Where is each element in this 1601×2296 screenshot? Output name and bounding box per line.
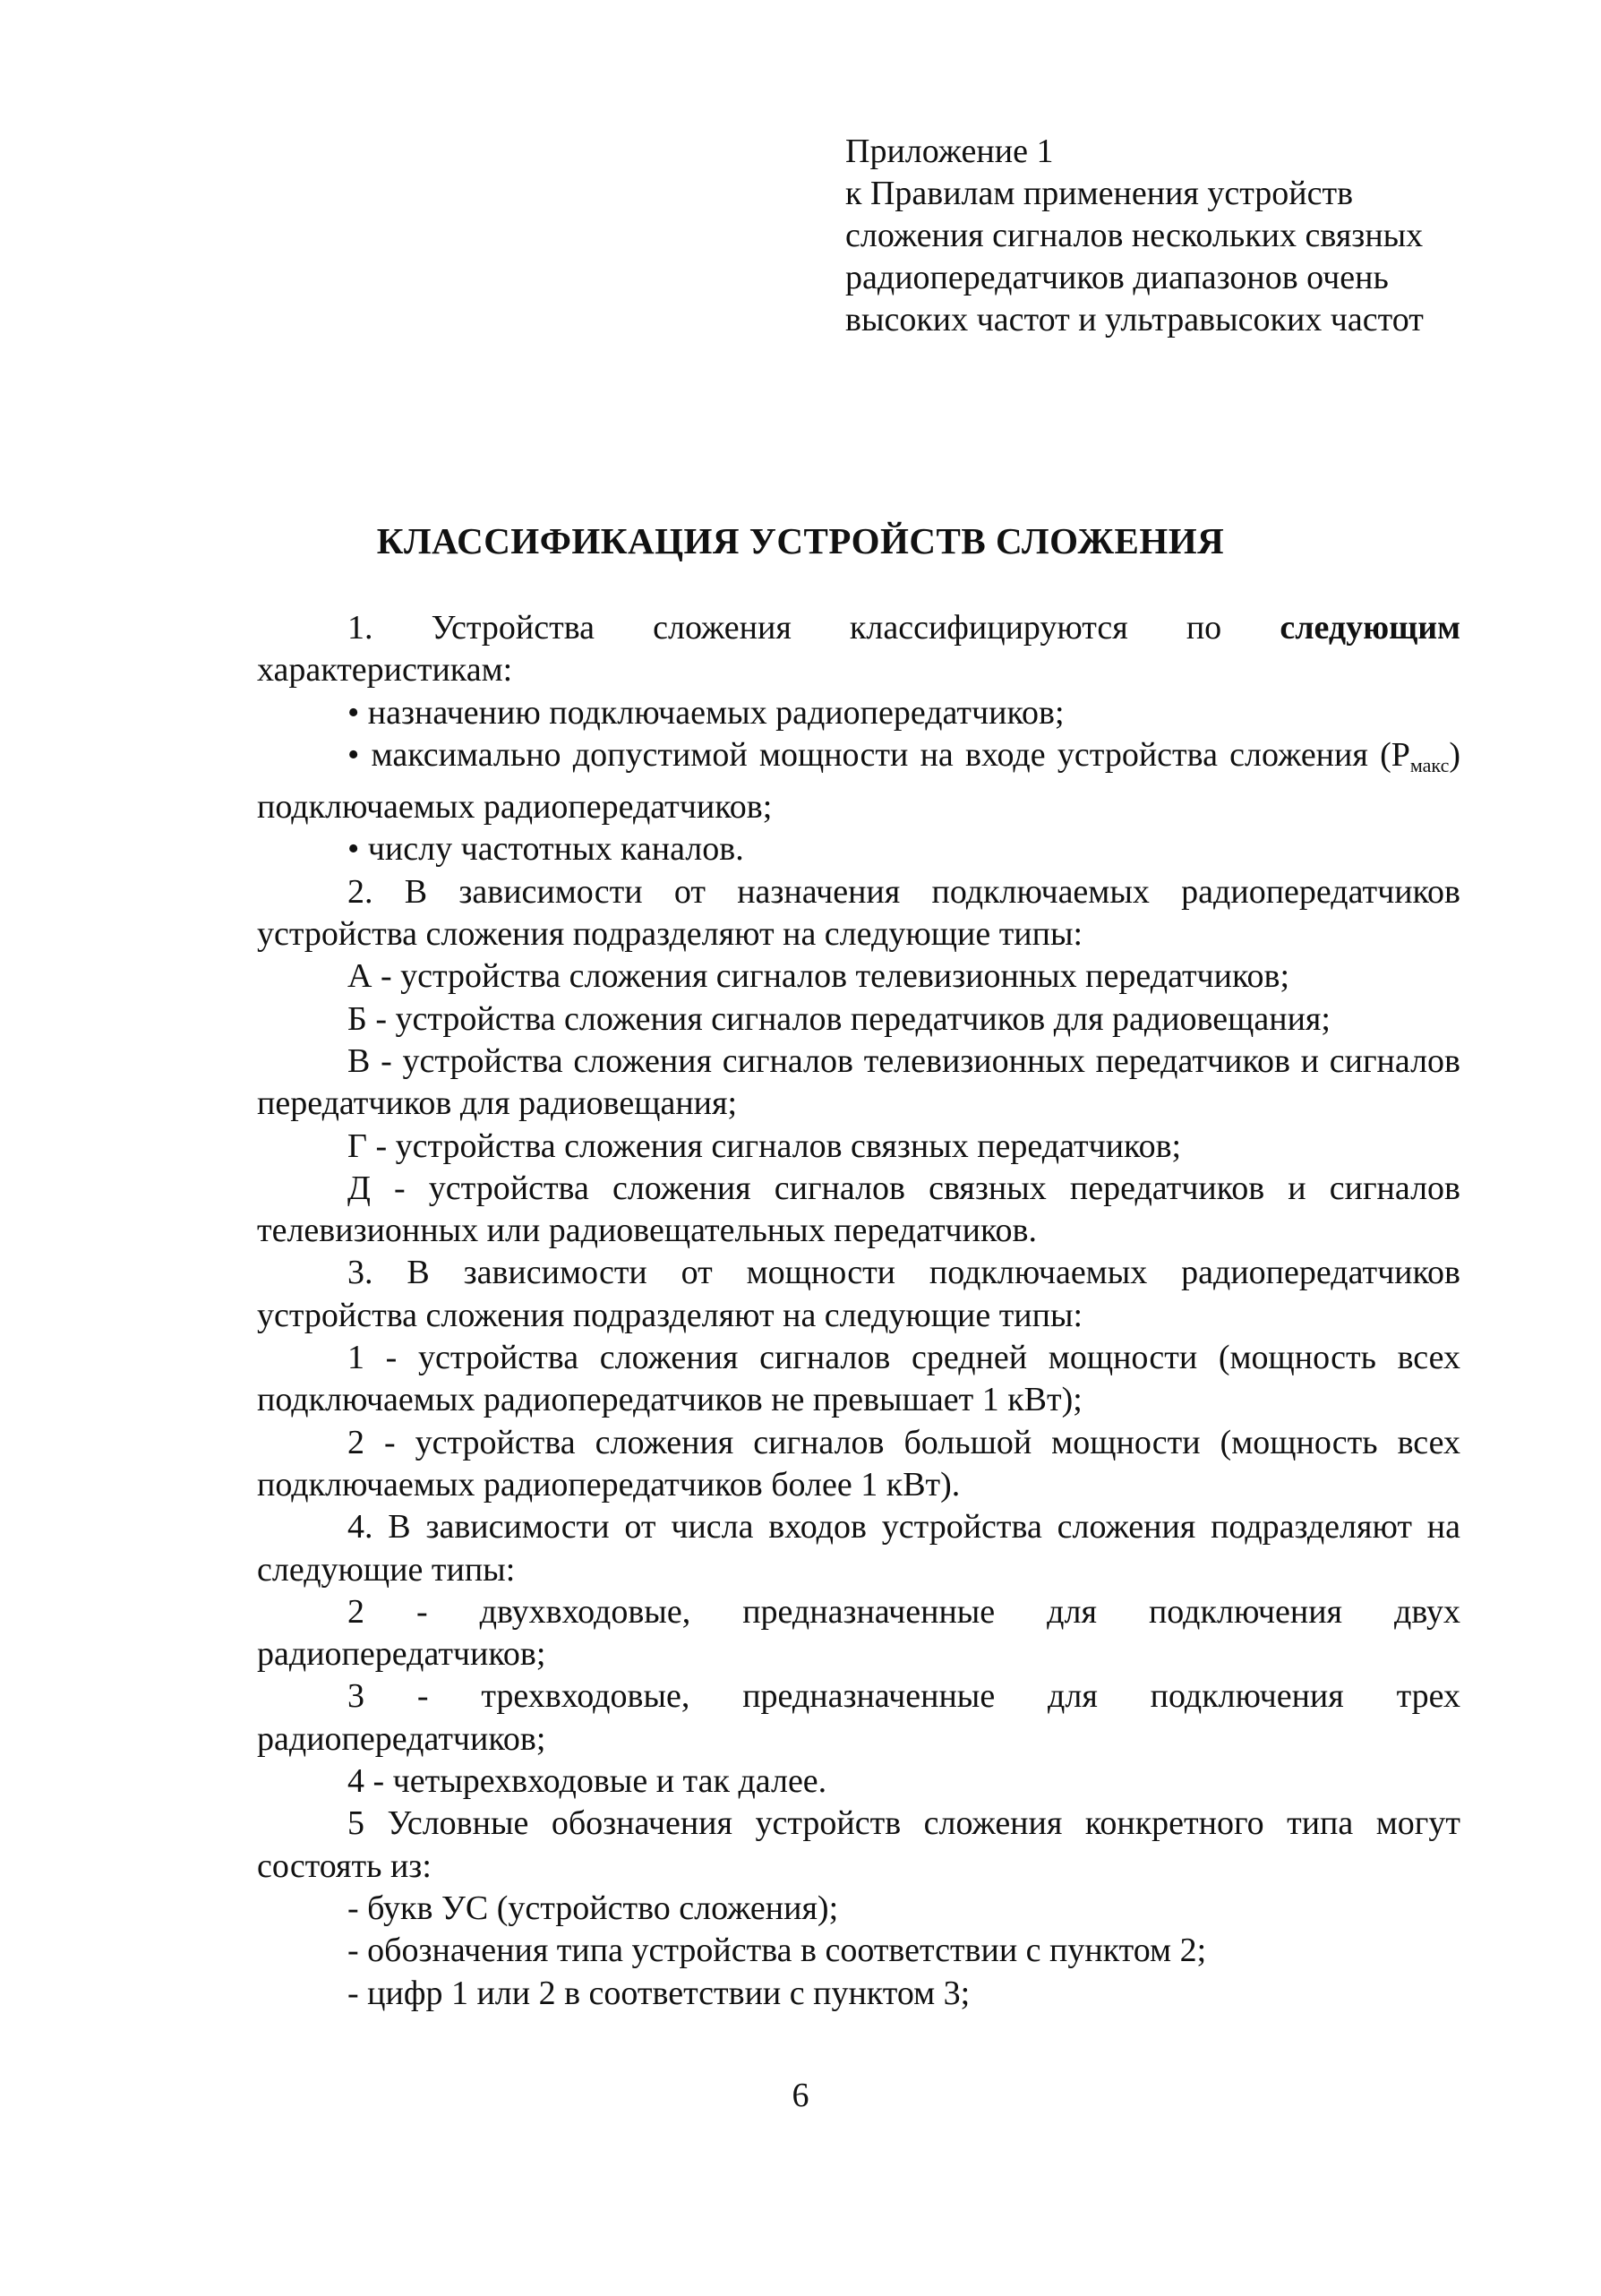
bullet-text: • максимально допустимой мощности на входе устройства сложения (P — [347, 735, 1410, 774]
paragraph-5: 5 Условные обозначения устройств сложения конкретного типа могут состоять из: — [257, 1804, 1460, 1885]
type-item: 1 - устройства сложения сигналов средней мощности (мощность всех подключаемых радиопередатчиков не превышает 1 кВт); — [257, 1339, 1460, 1419]
page-number: 6 — [792, 2077, 809, 2114]
paragraph-1-text: 1. Устройства сложения классифицируются по — [347, 609, 1280, 647]
type-item: 2 - двухвходовые, предназначенные для подключения двух радиопередатчиков; — [257, 1592, 1460, 1674]
list-item: - букв УС (устройство сложения); — [347, 1889, 839, 1927]
type-item: 2 - устройства сложения сигналов большой мощности (мощность всех подключаемых радиопередатчиков более 1 кВт). — [257, 1423, 1460, 1504]
list-item: - цифр 1 или 2 в соответствии с пунктом 3; — [347, 1974, 971, 2012]
type-item: В - устройства сложения сигналов телевизионных передатчиков и сигналов передатчиков для радиовещания; — [257, 1041, 1460, 1123]
type-item: Д - устройства сложения сигналов связных передатчиков и сигналов телевизионных или радиовещательных передатчиков. — [257, 1169, 1460, 1250]
type-item: А - устройства сложения сигналов телевизионных передатчиков; — [347, 957, 1290, 996]
bullet-item: • числу частотных каналов. — [347, 830, 744, 869]
appendix-line: Приложение 1 — [845, 133, 1054, 170]
appendix-line: высоких частот и ультравысоких частот — [845, 301, 1424, 338]
paragraph-4: 4. В зависимости от числа входов устройства сложения подразделяют на следующие типы: — [257, 1508, 1460, 1589]
type-item: 4 - четырехвходовые и так далее. — [347, 1762, 827, 1801]
bullet-item — [257, 734, 1460, 829]
appendix-header — [845, 131, 1490, 341]
subscript: макс — [1409, 753, 1450, 776]
paragraph-1 — [257, 607, 1460, 692]
document-title: КЛАССИФИКАЦИЯ УСТРОЙСТВ СЛОЖЕНИЯ — [376, 520, 1225, 561]
document-body — [257, 607, 1460, 2015]
bullet-item: • назначению подключаемых радиопередатчиков; — [347, 693, 1065, 732]
paragraph-2: 2. В зависимости от назначения подключаемых радиопередатчиков устройства сложения подразделяют на следующие типы: — [257, 872, 1460, 954]
type-item: 3 - трехвходовые, предназначенные для подключения трех радиопередатчиков; — [257, 1677, 1460, 1758]
type-item: Б - устройства сложения сигналов передатчиков для радиовещания; — [347, 999, 1331, 1038]
list-item: - обозначения типа устройства в соответствии с пунктом 2; — [347, 1932, 1207, 1970]
appendix-line: к Правилам применения устройств — [845, 175, 1354, 212]
appendix-line: радиопередатчиков диапазонов очень — [845, 259, 1389, 296]
bullet-text-end: ) подключаемых радиопередатчиков; — [257, 735, 1460, 827]
paragraph-1-end: характеристикам: — [257, 651, 513, 690]
paragraph-1-bold: следующим — [1280, 609, 1460, 647]
type-item: Г - устройства сложения сигналов связных передатчиков; — [347, 1127, 1182, 1165]
appendix-line: сложения сигналов нескольких связных — [845, 217, 1424, 254]
paragraph-3: 3. В зависимости от мощности подключаемых радиопередатчиков устройства сложения подразделяют на следующие типы: — [257, 1254, 1460, 1334]
